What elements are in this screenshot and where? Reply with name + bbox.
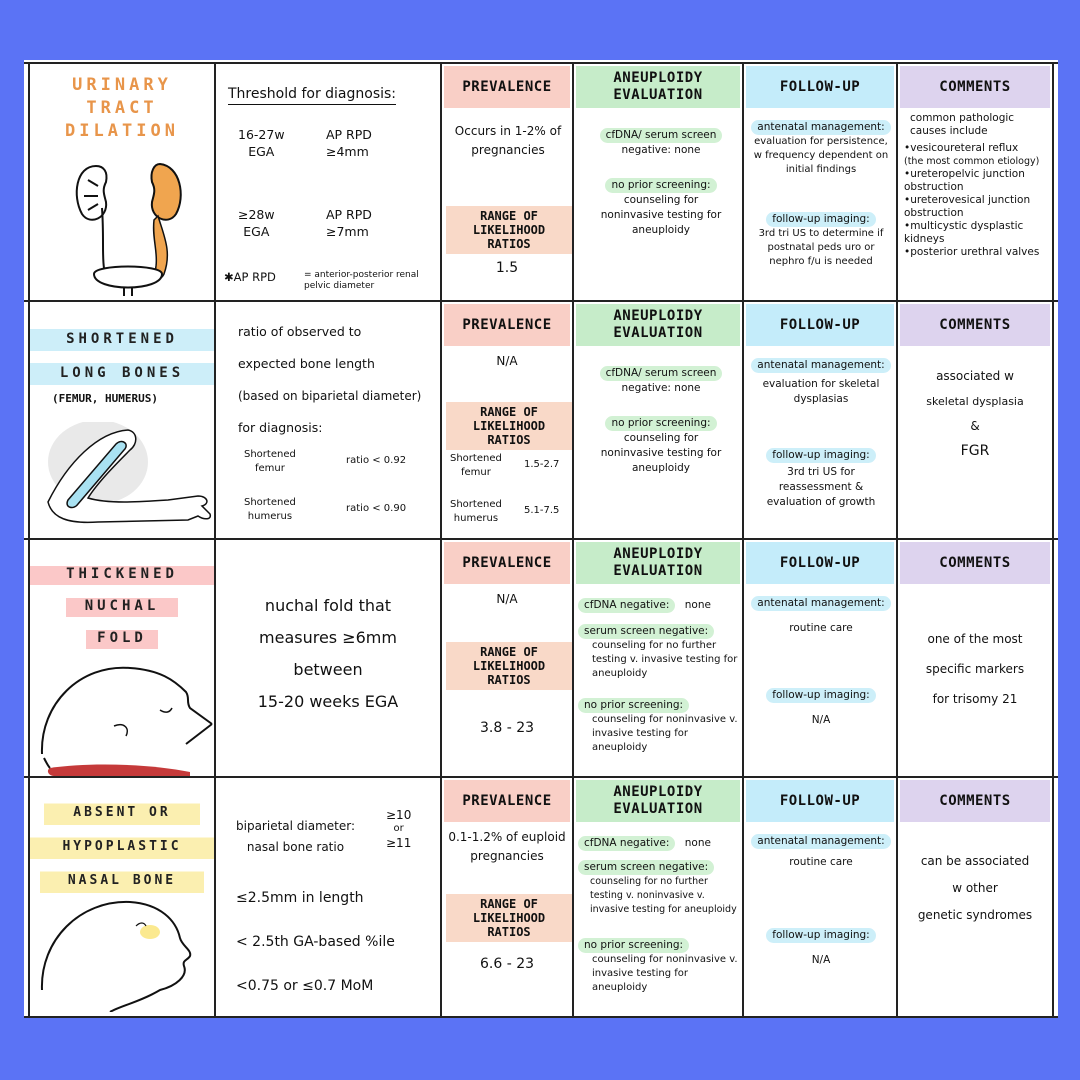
header-line: EVALUATION — [613, 563, 703, 579]
lr-header-line: RANGE OF — [480, 897, 538, 911]
definition-line: < 2.5th GA-based %ile — [236, 934, 395, 950]
infant-profile-icon — [40, 644, 214, 776]
follow-up-cell — [742, 540, 896, 776]
title-line: NASAL BONE — [40, 864, 204, 898]
prevalence-cell — [440, 302, 572, 538]
aneuploidy-text: counseling for noninvasive testing for aneuploidy — [600, 432, 722, 474]
prevalence-header: PREVALENCE — [444, 542, 570, 584]
header-line: ANEUPLOIDY — [613, 546, 703, 562]
title-line: TRACT — [86, 97, 158, 118]
infant-nose-icon — [40, 890, 214, 1012]
aneuploidy-text: counseling for no further testing v. invasive testing for aneuploidy — [592, 640, 738, 679]
aneuploidy-item — [578, 598, 738, 613]
comments-text — [898, 624, 1052, 714]
lr-humerus-label: Shortened humerus — [450, 499, 502, 524]
definition-cell — [214, 64, 440, 300]
title-line: FOLD — [86, 622, 158, 654]
title-line: SHORTENED — [30, 322, 214, 356]
follow-up-text: routine care — [789, 622, 853, 634]
title-cell — [28, 302, 214, 538]
lr-header-line: RANGE OF — [480, 209, 538, 223]
aneuploidy-header — [576, 542, 740, 584]
comments-cell — [896, 778, 1054, 1016]
row-shortened-long-bones — [24, 300, 1058, 538]
definition-text — [238, 316, 421, 444]
comment-item: •posterior urethral valves — [904, 246, 1040, 258]
aneuploidy-cell — [572, 778, 742, 1016]
aneuploidy-item — [586, 416, 736, 476]
title-line: HYPOPLASTIC — [30, 830, 214, 864]
comments-text — [898, 364, 1052, 464]
footnote-mark: ✱AP RPD — [224, 270, 276, 284]
lr-header-line: LIKELIHOOD — [472, 659, 546, 673]
aneuploidy-header — [576, 780, 740, 822]
title-cell — [28, 778, 214, 1016]
title-line: DILATION — [65, 120, 179, 141]
comment-item: •ureteropelvic junction obstruction — [904, 168, 1025, 193]
row-absent-nasal-bone — [24, 776, 1058, 1018]
aneuploidy-label: cfDNA/ serum screen — [600, 128, 723, 143]
lr-header-line: RANGE OF — [480, 405, 538, 419]
lr-femur-label: Shortened femur — [450, 453, 502, 478]
aneuploidy-label: serum screen negative: — [578, 624, 714, 639]
follow-up-text: evaluation for skeletal dysplasias — [762, 378, 880, 405]
prevalence-value: Occurs in 1-2% of pregnancies — [454, 124, 562, 157]
definition-line: nuchal fold that — [264, 596, 392, 615]
follow-up-label: follow-up imaging: — [766, 212, 875, 227]
prevalence-value: N/A — [496, 592, 518, 606]
follow-up-item — [750, 120, 892, 177]
aneuploidy-label: cfDNA/ serum screen — [600, 366, 723, 381]
femur-ratio: ratio < 0.92 — [346, 455, 407, 466]
aneuploidy-cell — [572, 540, 742, 776]
likelihood-ratio-value: 3.8 - 23 — [479, 720, 535, 736]
follow-up-text: routine care — [789, 856, 853, 868]
follow-up-item — [750, 834, 892, 870]
ap-rpd-b: AP RPD ≥7mm — [326, 207, 372, 239]
footnote-text: = anterior-posterior renal pelvic diameter — [304, 270, 419, 291]
lr-header-line: RANGE OF — [480, 645, 538, 659]
aneuploidy-item — [578, 938, 740, 995]
definition-line: (based on biparietal diameter) — [238, 389, 422, 403]
aneuploidy-label: no prior screening: — [605, 416, 716, 431]
lr-header-line: LIKELIHOOD — [472, 911, 546, 925]
comments-cell — [896, 302, 1054, 538]
follow-up-text: evaluation for persistence, w frequency dependent on initial findings — [753, 136, 889, 175]
row-urinary-tract-dilation — [24, 62, 1058, 300]
likelihood-ratio-header — [446, 402, 572, 450]
aneuploidy-text: counseling for noninvasive v. invasive testing for aneuploidy — [592, 954, 738, 993]
header-line: EVALUATION — [613, 801, 703, 817]
likelihood-ratio-value: 6.6 - 23 — [479, 956, 535, 972]
femur-label: Shortened femur — [244, 449, 296, 474]
comment-line: skeletal dysplasia — [926, 395, 1024, 408]
comment-intro: common pathologic causes include — [910, 112, 1015, 137]
definition-line: for diagnosis: — [238, 420, 323, 435]
comment-line: can be associated — [920, 854, 1030, 868]
comment-line: specific markers — [925, 662, 1025, 676]
title-cell — [28, 540, 214, 776]
row-thickened-nuchal-fold — [24, 538, 1058, 776]
follow-up-item — [750, 358, 892, 407]
definition-cell — [214, 540, 440, 776]
aneuploidy-label: no prior screening: — [578, 698, 689, 713]
aneuploidy-cell — [572, 302, 742, 538]
header-line: EVALUATION — [613, 87, 703, 103]
lr-humerus-value: 5.1-7.5 — [524, 505, 560, 516]
aneuploidy-text: negative: none — [621, 382, 701, 394]
title-line: LONG BONES — [30, 356, 214, 390]
aneuploidy-text: negative: none — [621, 144, 701, 156]
follow-up-header: FOLLOW-UP — [746, 542, 894, 584]
comments-header: COMMENTS — [900, 66, 1050, 108]
lr-header-line: RATIOS — [487, 673, 531, 687]
title-line: ABSENT OR — [44, 796, 200, 830]
kidneys-icon — [68, 156, 188, 296]
definition-line: 15-20 weeks EGA — [257, 692, 399, 711]
comments-cell — [896, 540, 1054, 776]
bpd-label: biparietal diameter: — [236, 819, 356, 833]
comment-item: •vesicoureteral reflux — [904, 142, 1019, 154]
bpd-values — [386, 808, 411, 850]
header-line: ANEUPLOIDY — [613, 784, 703, 800]
ega-range-b: ≥28w EGA — [238, 207, 275, 239]
comments-list — [904, 112, 1048, 259]
definition-line: ≤2.5mm in length — [236, 890, 364, 906]
title-line: THICKENED — [30, 558, 214, 590]
comments-header: COMMENTS — [900, 542, 1050, 584]
comment-item: (the most common etiology) — [904, 156, 1040, 167]
humerus-ratio: ratio < 0.90 — [346, 503, 407, 514]
follow-up-text: N/A — [811, 954, 831, 966]
follow-up-cell — [742, 302, 896, 538]
follow-up-label: antenatal management: — [751, 358, 890, 373]
prevalence-cell — [440, 64, 572, 300]
ap-rpd-a: AP RPD ≥4mm — [326, 127, 372, 159]
follow-up-item — [750, 448, 892, 510]
aneuploidy-header — [576, 66, 740, 108]
aneuploidy-item — [578, 836, 738, 851]
title-line: NUCHAL — [66, 590, 178, 622]
prevalence-header: PREVALENCE — [444, 66, 570, 108]
aneuploidy-label: no prior screening: — [605, 178, 716, 193]
definition-line: measures ≥6mm — [259, 628, 397, 647]
follow-up-text: N/A — [811, 714, 831, 726]
likelihood-ratio-value: 1.5 — [495, 260, 519, 276]
bpd-value: or — [393, 823, 404, 834]
comments-header: COMMENTS — [900, 304, 1050, 346]
bpd-labels — [236, 816, 355, 858]
aneuploidy-item — [586, 128, 736, 158]
follow-up-cell — [742, 64, 896, 300]
lr-header-line: RATIOS — [487, 237, 531, 251]
definition-line: <0.75 or ≤0.7 MoM — [236, 978, 374, 994]
humerus-label: Shortened humerus — [244, 497, 296, 522]
definition-cell — [214, 778, 440, 1016]
definition-text — [216, 590, 440, 718]
follow-up-item — [750, 928, 892, 968]
bpd-value: ≥11 — [386, 836, 412, 850]
aneuploidy-label: serum screen negative: — [578, 860, 714, 875]
header-line: ANEUPLOIDY — [613, 70, 703, 86]
comment-item: •ureterovesical junction obstruction — [904, 194, 1031, 219]
bpd-value: ≥10 — [386, 808, 412, 822]
follow-up-label: antenatal management: — [751, 596, 890, 611]
follow-up-text: 3rd tri US for reassessment & evaluation of growth — [766, 466, 876, 508]
follow-up-header: FOLLOW-UP — [746, 780, 894, 822]
title-line: URINARY — [72, 75, 172, 95]
aneuploidy-item — [578, 860, 740, 917]
lr-header-line: LIKELIHOOD — [472, 419, 546, 433]
likelihood-ratio-header — [446, 642, 572, 690]
prevalence-cell — [440, 778, 572, 1016]
comments-cell — [896, 64, 1054, 300]
aneuploidy-label: no prior screening: — [578, 938, 689, 953]
prevalence-header: PREVALENCE — [444, 780, 570, 822]
prevalence-cell — [440, 540, 572, 776]
follow-up-text: 3rd tri US to determine if postnatal peds uro or nephro f/u is needed — [758, 228, 884, 267]
title-subtitle: (FEMUR, HUMERUS) — [52, 392, 158, 405]
aneuploidy-item — [578, 624, 740, 681]
ratio-label: nasal bone ratio — [246, 840, 345, 854]
lr-header-line: LIKELIHOOD — [472, 223, 546, 237]
comment-line: FGR — [960, 443, 990, 459]
comment-line: for trisomy 21 — [932, 692, 1018, 706]
aneuploidy-text: none — [684, 837, 711, 849]
follow-up-item — [750, 212, 892, 269]
comments-text — [898, 848, 1052, 929]
lr-femur-value: 1.5-2.7 — [524, 459, 560, 470]
arm-bone-icon — [38, 422, 214, 532]
follow-up-label: follow-up imaging: — [766, 688, 875, 703]
aneuploidy-item — [586, 178, 736, 238]
definition-line: expected bone length — [238, 356, 375, 371]
aneuploidy-cell — [572, 64, 742, 300]
aneuploidy-text: counseling for noninvasive v. invasive testing for aneuploidy — [592, 714, 738, 753]
comment-line: associated w — [936, 369, 1014, 383]
likelihood-ratio-header — [446, 894, 572, 942]
aneuploidy-text: none — [684, 599, 711, 611]
prevalence-header: PREVALENCE — [444, 304, 570, 346]
header-line: EVALUATION — [613, 325, 703, 341]
follow-up-label: antenatal management: — [751, 120, 890, 135]
title-cell — [28, 64, 214, 300]
follow-up-label: antenatal management: — [751, 834, 890, 849]
aneuploidy-label: cfDNA negative: — [578, 836, 675, 851]
definition-line: ratio of observed to — [238, 324, 362, 339]
follow-up-item — [750, 596, 892, 636]
header-line: ANEUPLOIDY — [613, 308, 703, 324]
aneuploidy-header — [576, 304, 740, 346]
ega-range-a: 16-27w EGA — [238, 127, 285, 159]
aneuploidy-label: cfDNA negative: — [578, 598, 675, 613]
comment-line: genetic syndromes — [917, 908, 1033, 922]
prevalence-value: 0.1-1.2% of euploid pregnancies — [448, 830, 566, 863]
lr-header-line: RATIOS — [487, 433, 531, 447]
follow-up-header: FOLLOW-UP — [746, 66, 894, 108]
aneuploidy-text: counseling for noninvasive testing for aneuploidy — [600, 194, 722, 236]
aneuploidy-item — [586, 366, 736, 396]
comments-header: COMMENTS — [900, 780, 1050, 822]
lr-header-line: RATIOS — [487, 925, 531, 939]
follow-up-label: follow-up imaging: — [766, 448, 875, 463]
definition-cell — [214, 302, 440, 538]
marker-table — [24, 60, 1058, 1018]
comment-line: & — [970, 419, 980, 433]
follow-up-item — [750, 688, 892, 728]
aneuploidy-item — [578, 698, 740, 755]
comment-line: one of the most — [927, 632, 1023, 646]
definition-heading: Threshold for diagnosis: — [228, 86, 396, 105]
comment-item: •multicystic dysplastic kidneys — [904, 220, 1024, 245]
likelihood-ratio-header — [446, 206, 572, 254]
follow-up-cell — [742, 778, 896, 1016]
comment-line: w other — [952, 881, 998, 895]
definition-text — [236, 876, 395, 1008]
prevalence-value: N/A — [496, 354, 518, 368]
follow-up-header: FOLLOW-UP — [746, 304, 894, 346]
follow-up-label: follow-up imaging: — [766, 928, 875, 943]
aneuploidy-text: counseling for no further testing v. noninvasive v. invasive testing for aneuploidy — [590, 876, 737, 915]
definition-line: between — [293, 660, 363, 679]
